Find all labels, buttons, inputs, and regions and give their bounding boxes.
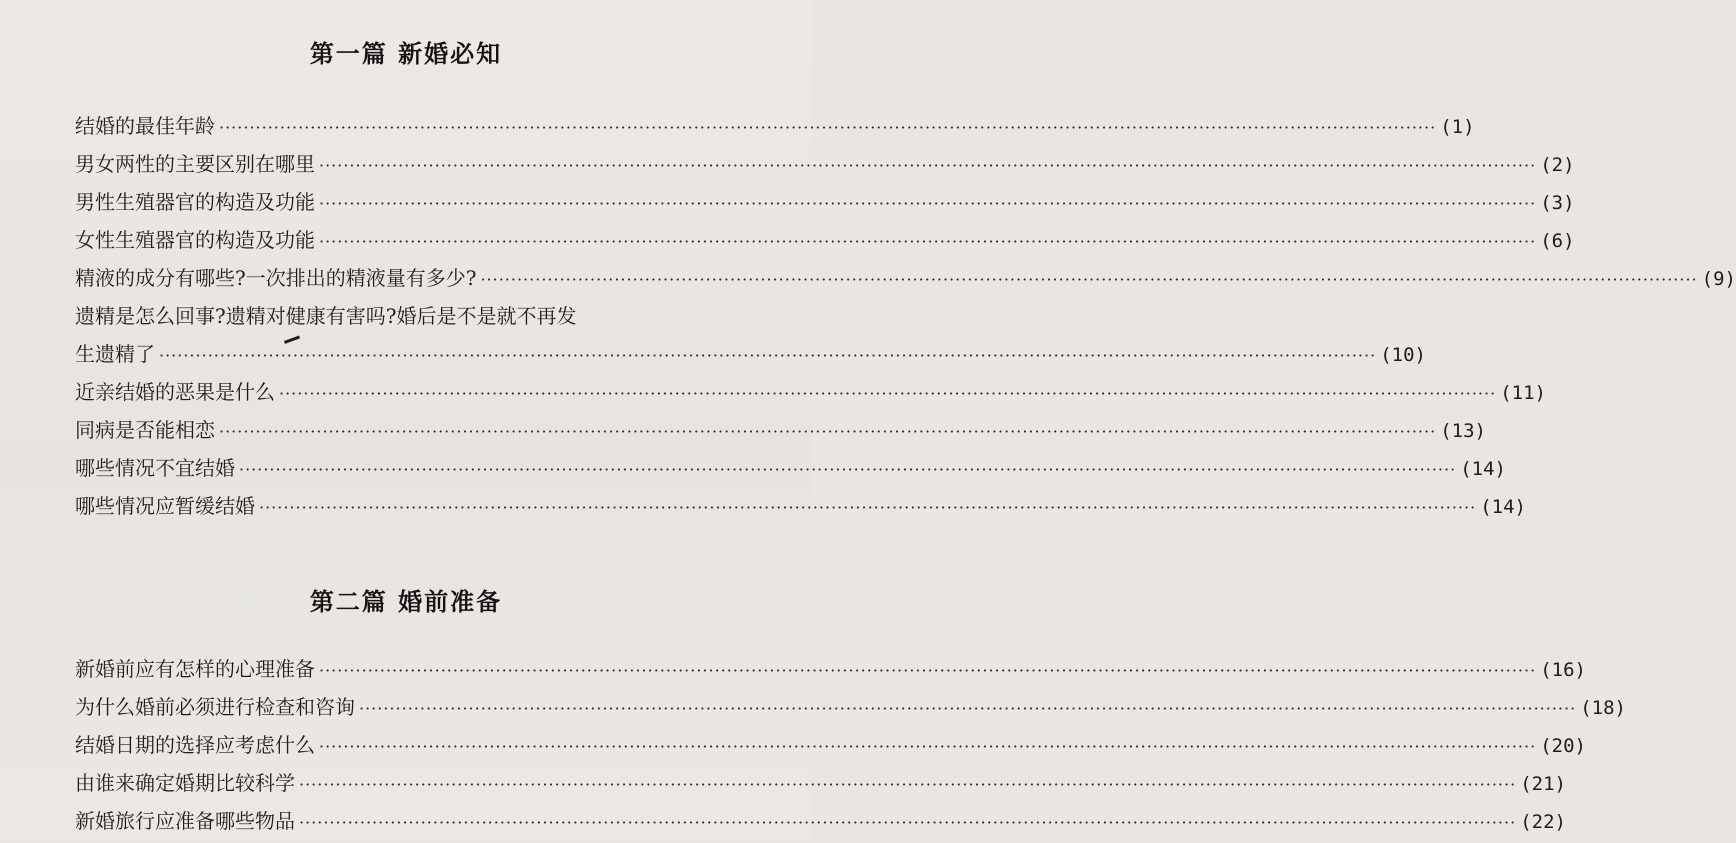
leader-dots: ········································································································································································································ [319, 232, 1537, 251]
toc-page-number: (2) [1540, 154, 1575, 176]
toc-entry [75, 452, 1506, 490]
toc-entry [75, 262, 1736, 300]
toc-entry [75, 767, 1566, 805]
section-1-title: 第一篇 新婚必知 [309, 40, 503, 68]
toc-page-number: (21) [1520, 773, 1566, 795]
toc-entry [75, 691, 1626, 729]
leader-dots: ········································································································································································································ [319, 194, 1537, 213]
leader-dots: ········································································································································································································ [319, 737, 1537, 756]
toc-entry-title: 新婚旅行应准备哪些物品 [75, 809, 295, 833]
toc-entry-title: 同病是否能相恋 [75, 418, 215, 442]
toc-entry [75, 805, 1566, 843]
toc-entry-title: 男女两性的主要区别在哪里 [75, 152, 315, 176]
leader-dots: ········································································································································································································ [259, 498, 1477, 517]
toc-entry-title: 哪些情况不宜结婚 [75, 456, 235, 480]
leader-dots: ········································································································································································································ [219, 118, 1437, 137]
section-2-title: 第二篇 婚前准备 [309, 588, 503, 616]
toc-page-number: (1) [1440, 116, 1475, 138]
leader-dots: ········································································································································································································ [319, 156, 1537, 175]
toc-entry-title: 女性生殖器官的构造及功能 [75, 228, 315, 252]
toc-page-number: (18) [1580, 697, 1626, 719]
toc-entry [75, 300, 770, 338]
toc-entry-title: 结婚日期的选择应考虑什么 [75, 733, 315, 757]
toc-entry-title: 遗精是怎么回事?遗精对健康有害吗?婚后是不是就不再发 [75, 304, 577, 328]
toc-entry [75, 148, 1575, 186]
toc-page-number: (3) [1540, 192, 1575, 214]
toc-section-1 [75, 110, 1736, 528]
toc-page-number: (22) [1520, 811, 1566, 833]
toc-entry [75, 338, 1426, 376]
toc-entry [75, 729, 1586, 767]
toc-entry [75, 186, 1575, 224]
leader-dots: ········································································································································································································ [159, 346, 1377, 365]
toc-page-number: (10) [1380, 344, 1426, 366]
toc-page-number: (16) [1540, 659, 1586, 681]
toc-entry [75, 376, 1546, 414]
toc-page-number: (6) [1540, 230, 1575, 252]
leader-dots: ········································································································································································································ [239, 460, 1457, 479]
toc-entry-title: 精液的成分有哪些?一次排出的精液量有多少? [75, 266, 477, 290]
leader-dots: ········································································································································································································ [319, 661, 1537, 680]
leader-dots: ········································································································································································································ [359, 699, 1577, 718]
leader-dots: ········································································································································································································ [279, 384, 1497, 403]
toc-page-number: (9) [1701, 268, 1736, 290]
toc-page-number: (20) [1540, 735, 1586, 757]
toc-entry-title: 由谁来确定婚期比较科学 [75, 771, 295, 795]
toc-entry [75, 110, 1475, 148]
leader-dots: ········································································································································································································ [480, 270, 1698, 289]
toc-entry [75, 490, 1526, 528]
toc-page-number: (11) [1500, 382, 1546, 404]
toc-entry-title: 新婚前应有怎样的心理准备 [75, 657, 315, 681]
toc-entry-title: 结婚的最佳年龄 [75, 114, 215, 138]
toc-entry [75, 653, 1586, 691]
toc-entry [75, 414, 1486, 452]
toc-entry-title: 为什么婚前必须进行检查和咨询 [75, 695, 355, 719]
toc-page-number: (14) [1460, 458, 1506, 480]
toc-entry [75, 224, 1575, 262]
toc-entry-title: 生遗精了 [75, 342, 155, 366]
toc-section-2 [75, 653, 1626, 843]
leader-dots: ········································································································································································································ [299, 775, 1517, 794]
toc-entry-title: 男性生殖器官的构造及功能 [75, 190, 315, 214]
leader-dots: ········································································································································································································ [299, 813, 1517, 832]
toc-entry-title: 哪些情况应暂缓结婚 [75, 494, 255, 518]
toc-entry-title: 近亲结婚的恶果是什么 [75, 380, 275, 404]
toc-page-number: (13) [1440, 420, 1486, 442]
leader-dots: ········································································································································································································ [219, 422, 1437, 441]
toc-page-number: (14) [1480, 496, 1526, 518]
